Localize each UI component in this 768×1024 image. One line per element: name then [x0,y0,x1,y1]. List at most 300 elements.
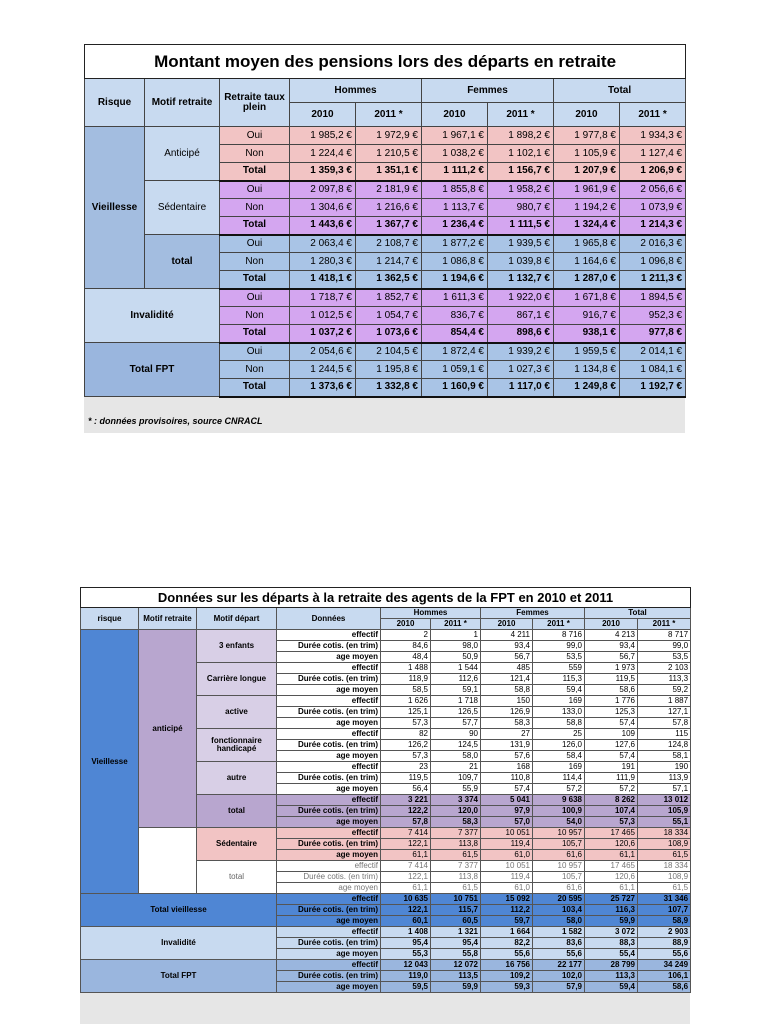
header-hommes: Hommes [381,608,481,619]
value-cell: 57,7 [431,718,481,729]
value-cell: 1 362,5 € [356,271,422,289]
value-cell: 57,3 [381,751,431,762]
table-row [81,828,691,839]
value-cell: 1 304,6 € [290,199,356,217]
donnees-cell: age moyen [277,718,381,729]
motif-cell: Sédentaire [145,181,220,235]
value-cell: 106,1 [638,971,691,982]
value-cell: 1 280,3 € [290,253,356,271]
header-year: 2010 [290,103,356,127]
value-cell: 61,1 [585,850,638,861]
value-cell: 61,6 [533,850,585,861]
value-cell: 2 [381,630,431,641]
value-cell: 113,8 [431,839,481,850]
value-cell: 58,6 [638,982,691,993]
header-motif: Motif retraite [145,79,220,127]
value-cell: 55,8 [431,949,481,960]
value-cell: 2 054,6 € [290,343,356,361]
value-cell: 58,0 [533,916,585,927]
value-cell: 93,4 [481,641,533,652]
value-cell: 1 086,8 € [422,253,488,271]
value-cell: 18 334 [638,828,691,839]
value-cell: 1 664 [481,927,533,938]
header-year: 2011 * [431,619,481,630]
motif-cell: total [145,235,220,289]
pension-table-panel [84,44,685,433]
value-cell: 1 211,3 € [620,271,686,289]
value-cell: 59,4 [585,982,638,993]
risque-cell: Total FPT [81,960,277,993]
value-cell: 61,5 [638,850,691,861]
header-femmes: Femmes [422,79,554,103]
risque-cell: Vieillesse [81,630,139,894]
value-cell: 90 [431,729,481,740]
value-cell: 105,7 [533,872,585,883]
donnees-cell: Durée cotis. (en trim) [277,641,381,652]
value-cell: 2 014,1 € [620,343,686,361]
value-cell: 119,5 [381,773,431,784]
value-cell: 95,4 [431,938,481,949]
risque-cell: Invalidité [85,289,220,343]
depart-cell: total [197,861,277,894]
value-cell: 1 718 [431,696,481,707]
donnees-cell: effectif [277,828,381,839]
value-cell: 127,6 [585,740,638,751]
value-cell: 1 059,1 € [422,361,488,379]
value-cell: 109,2 [481,971,533,982]
value-cell: 1 887 [638,696,691,707]
value-cell: 2 181,9 € [356,181,422,199]
value-cell: 112,6 [431,674,481,685]
value-cell: 56,7 [585,652,638,663]
value-cell: 113,8 [431,872,481,883]
value-cell: 31 346 [638,894,691,905]
value-cell: 113,3 [638,674,691,685]
value-cell: 59,1 [431,685,481,696]
value-cell: 114,4 [533,773,585,784]
taux-cell: Non [220,199,290,217]
value-cell: 126,0 [533,740,585,751]
depart-cell: total [197,795,277,828]
value-cell: 1 443,6 € [290,217,356,235]
value-cell: 21 [431,762,481,773]
value-cell: 119,4 [481,872,533,883]
header-donnees: Données [277,608,381,630]
value-cell: 1 961,9 € [554,181,620,199]
value-cell: 1 852,7 € [356,289,422,307]
value-cell: 55,3 [381,949,431,960]
value-cell: 120,6 [585,872,638,883]
taux-cell: Non [220,145,290,163]
header-depart: Motif départ [197,608,277,630]
value-cell: 127,1 [638,707,691,718]
donnees-cell: Durée cotis. (en trim) [277,740,381,751]
value-cell: 17 465 [585,828,638,839]
value-cell: 8 262 [585,795,638,806]
value-cell: 108,9 [638,872,691,883]
value-cell: 7 414 [381,828,431,839]
value-cell: 1 127,4 € [620,145,686,163]
value-cell: 113,3 [585,971,638,982]
value-cell: 97,9 [481,806,533,817]
donnees-cell: effectif [277,696,381,707]
taux-cell: Oui [220,127,290,145]
value-cell: 58,8 [481,685,533,696]
table-row [85,235,686,253]
value-cell: 1 922,0 € [488,289,554,307]
depart-cell: Carrière longue [197,663,277,696]
value-cell: 1 332,8 € [356,379,422,397]
value-cell: 16 756 [481,960,533,971]
value-cell: 1 073,9 € [620,199,686,217]
header-year: 2011 * [620,103,686,127]
value-cell: 61,5 [431,850,481,861]
value-cell: 1 973 [585,663,638,674]
value-cell: 61,0 [481,883,533,894]
value-cell: 1 156,7 € [488,163,554,181]
value-cell: 12 043 [381,960,431,971]
risque-cell: Total FPT [85,343,220,397]
donnees-cell: Durée cotis. (en trim) [277,806,381,817]
value-cell: 105,9 [638,806,691,817]
value-cell: 10 751 [431,894,481,905]
header-year: 2010 [554,103,620,127]
value-cell: 57,4 [585,718,638,729]
value-cell: 103,4 [533,905,585,916]
taux-cell: Total [220,163,290,181]
value-cell: 1 877,2 € [422,235,488,253]
value-cell: 122,2 [381,806,431,817]
value-cell: 57,3 [381,718,431,729]
value-cell: 1 037,2 € [290,325,356,343]
table-row [81,927,691,938]
value-cell: 1 611,3 € [422,289,488,307]
value-cell: 59,7 [481,916,533,927]
donnees-cell: effectif [277,663,381,674]
value-cell: 57,3 [585,817,638,828]
taux-cell: Oui [220,181,290,199]
value-cell: 60,5 [431,916,481,927]
value-cell: 88,3 [585,938,638,949]
depart-cell: 3 enfants [197,630,277,663]
value-cell: 854,4 € [422,325,488,343]
value-cell: 131,9 [481,740,533,751]
risque-cell: Vieillesse [85,127,145,289]
value-cell: 122,1 [381,839,431,850]
value-cell: 2 063,4 € [290,235,356,253]
value-cell: 55,6 [481,949,533,960]
value-cell: 109,7 [431,773,481,784]
value-cell: 980,7 € [488,199,554,217]
taux-cell: Oui [220,235,290,253]
value-cell: 1 111,5 € [488,217,554,235]
value-cell: 2 056,6 € [620,181,686,199]
donnees-cell: Durée cotis. (en trim) [277,674,381,685]
value-cell: 1 985,2 € [290,127,356,145]
value-cell: 13 012 [638,795,691,806]
value-cell: 25 727 [585,894,638,905]
pension-amount-table [84,44,686,398]
value-cell: 1 236,4 € [422,217,488,235]
donnees-cell: age moyen [277,850,381,861]
value-cell: 57,4 [585,751,638,762]
value-cell: 133,0 [533,707,585,718]
value-cell: 1 038,2 € [422,145,488,163]
header-year: 2010 [481,619,533,630]
donnees-cell: age moyen [277,652,381,663]
value-cell: 57,6 [481,751,533,762]
donnees-cell: age moyen [277,883,381,894]
taux-cell: Total [220,379,290,397]
depart-cell: fonctionnaire handicapé [197,729,277,762]
value-cell: 58,8 [533,718,585,729]
value-cell: 100,9 [533,806,585,817]
value-cell: 12 072 [431,960,481,971]
value-cell: 1 967,1 € [422,127,488,145]
value-cell: 59,5 [381,982,431,993]
value-cell: 1 408 [381,927,431,938]
value-cell: 113,9 [638,773,691,784]
value-cell: 1 073,6 € [356,325,422,343]
table-row [85,181,686,199]
value-cell: 115,3 [533,674,585,685]
value-cell: 58,1 [638,751,691,762]
value-cell: 56,4 [381,784,431,795]
value-cell: 1 418,1 € [290,271,356,289]
value-cell: 53,5 [638,652,691,663]
value-cell: 118,9 [381,674,431,685]
value-cell: 1 194,6 € [422,271,488,289]
value-cell: 1 027,3 € [488,361,554,379]
value-cell: 1 195,8 € [356,361,422,379]
value-cell: 1 934,3 € [620,127,686,145]
value-cell: 1 012,5 € [290,307,356,325]
value-cell: 61,1 [585,883,638,894]
value-cell: 50,9 [431,652,481,663]
table2-title: Données sur les départs à la retraite des agents de la FPT en 2010 et 2011 [81,588,691,608]
value-cell: 8 717 [638,630,691,641]
donnees-cell: effectif [277,960,381,971]
value-cell: 98,0 [431,641,481,652]
donnees-cell: Durée cotis. (en trim) [277,905,381,916]
header-motif: Motif retraite [139,608,197,630]
value-cell: 120,6 [585,839,638,850]
table1-note: * : données provisoires, source CNRACL [88,416,263,426]
depart-cell: Sédentaire [197,828,277,861]
donnees-cell: Durée cotis. (en trim) [277,872,381,883]
value-cell: 2 104,5 € [356,343,422,361]
depart-cell: autre [197,762,277,795]
value-cell: 15 092 [481,894,533,905]
value-cell: 1 626 [381,696,431,707]
value-cell: 168 [481,762,533,773]
value-cell: 82,2 [481,938,533,949]
value-cell: 119,5 [585,674,638,685]
value-cell: 977,8 € [620,325,686,343]
value-cell: 1 084,1 € [620,361,686,379]
header-year: 2010 [422,103,488,127]
value-cell: 10 635 [381,894,431,905]
table-row [85,127,686,145]
value-cell: 54,0 [533,817,585,828]
value-cell: 2 103 [638,663,691,674]
value-cell: 61,1 [381,850,431,861]
value-cell: 107,7 [638,905,691,916]
value-cell: 1 111,2 € [422,163,488,181]
value-cell: 1 965,8 € [554,235,620,253]
value-cell: 1 582 [533,927,585,938]
header-year: 2010 [381,619,431,630]
value-cell: 58,3 [431,817,481,828]
value-cell: 1 164,6 € [554,253,620,271]
value-cell: 1 206,9 € [620,163,686,181]
donnees-cell: age moyen [277,784,381,795]
taux-cell: Non [220,253,290,271]
donnees-cell: age moyen [277,751,381,762]
value-cell: 1 324,4 € [554,217,620,235]
value-cell: 3 374 [431,795,481,806]
value-cell: 115,7 [431,905,481,916]
value-cell: 58,4 [533,751,585,762]
taux-cell: Total [220,271,290,289]
value-cell: 23 [381,762,431,773]
value-cell: 1 544 [431,663,481,674]
value-cell: 59,2 [638,685,691,696]
value-cell: 57,1 [638,784,691,795]
value-cell: 1 117,0 € [488,379,554,397]
value-cell: 2 108,7 € [356,235,422,253]
value-cell: 125,1 [381,707,431,718]
value-cell: 48,4 [381,652,431,663]
value-cell: 1 244,5 € [290,361,356,379]
donnees-cell: effectif [277,927,381,938]
value-cell: 1 776 [585,696,638,707]
value-cell: 3 221 [381,795,431,806]
donnees-cell: effectif [277,729,381,740]
value-cell: 59,9 [585,916,638,927]
donnees-cell: Durée cotis. (en trim) [277,971,381,982]
value-cell: 1 373,6 € [290,379,356,397]
value-cell: 113,5 [431,971,481,982]
value-cell: 1 958,2 € [488,181,554,199]
departures-data-table [80,587,691,993]
value-cell: 169 [533,762,585,773]
value-cell: 1 488 [381,663,431,674]
value-cell: 1 210,5 € [356,145,422,163]
donnees-cell: effectif [277,894,381,905]
value-cell: 1 214,7 € [356,253,422,271]
table-row [81,630,691,641]
value-cell: 1 132,7 € [488,271,554,289]
value-cell: 898,6 € [488,325,554,343]
value-cell: 59,9 [431,982,481,993]
header-year: 2011 * [356,103,422,127]
value-cell: 55,9 [431,784,481,795]
value-cell: 108,9 [638,839,691,850]
value-cell: 93,4 [585,641,638,652]
donnees-cell: effectif [277,861,381,872]
donnees-cell: Durée cotis. (en trim) [277,707,381,718]
value-cell: 7 377 [431,861,481,872]
value-cell: 1 321 [431,927,481,938]
value-cell: 61,0 [481,850,533,861]
value-cell: 55,4 [585,949,638,960]
taux-cell: Total [220,325,290,343]
value-cell: 5 041 [481,795,533,806]
value-cell: 7 414 [381,861,431,872]
value-cell: 88,9 [638,938,691,949]
value-cell: 95,4 [381,938,431,949]
value-cell: 190 [638,762,691,773]
value-cell: 1 351,1 € [356,163,422,181]
value-cell: 28 799 [585,960,638,971]
value-cell: 169 [533,696,585,707]
value-cell: 1 939,2 € [488,343,554,361]
value-cell: 116,3 [585,905,638,916]
donnees-cell: age moyen [277,949,381,960]
motif-cell: Anticipé [145,127,220,181]
value-cell: 58,6 [585,685,638,696]
taux-cell: Non [220,361,290,379]
header-total: Total [554,79,686,103]
value-cell: 8 716 [533,630,585,641]
value-cell: 1 207,9 € [554,163,620,181]
taux-cell: Oui [220,289,290,307]
value-cell: 1 367,7 € [356,217,422,235]
value-cell: 57,2 [585,784,638,795]
motif-cell: anticipé [139,630,197,828]
value-cell: 1 977,8 € [554,127,620,145]
header-taux: Retraite taux plein [220,79,290,127]
value-cell: 84,6 [381,641,431,652]
value-cell: 1 214,3 € [620,217,686,235]
value-cell: 2 016,3 € [620,235,686,253]
value-cell: 1 054,7 € [356,307,422,325]
risque-cell: Total vieillesse [81,894,277,927]
value-cell: 56,7 [481,652,533,663]
value-cell: 55,1 [638,817,691,828]
value-cell: 25 [533,729,585,740]
value-cell: 191 [585,762,638,773]
header-risque: Risque [85,79,145,127]
value-cell: 57,8 [381,817,431,828]
value-cell: 57,4 [481,784,533,795]
value-cell: 150 [481,696,533,707]
value-cell: 122,1 [381,872,431,883]
taux-cell: Total [220,217,290,235]
donnees-cell: effectif [277,795,381,806]
value-cell: 18 334 [638,861,691,872]
taux-cell: Non [220,307,290,325]
value-cell: 952,3 € [620,307,686,325]
value-cell: 1 039,8 € [488,253,554,271]
value-cell: 58,3 [481,718,533,729]
value-cell: 20 595 [533,894,585,905]
value-cell: 10 957 [533,861,585,872]
value-cell: 1 959,5 € [554,343,620,361]
value-cell: 1 249,8 € [554,379,620,397]
header-year: 2011 * [533,619,585,630]
value-cell: 57,0 [481,817,533,828]
value-cell: 112,2 [481,905,533,916]
value-cell: 1 102,1 € [488,145,554,163]
value-cell: 34 249 [638,960,691,971]
value-cell: 107,4 [585,806,638,817]
taux-cell: Oui [220,343,290,361]
table-row [85,289,686,307]
header-hommes: Hommes [290,79,422,103]
value-cell: 1 192,7 € [620,379,686,397]
